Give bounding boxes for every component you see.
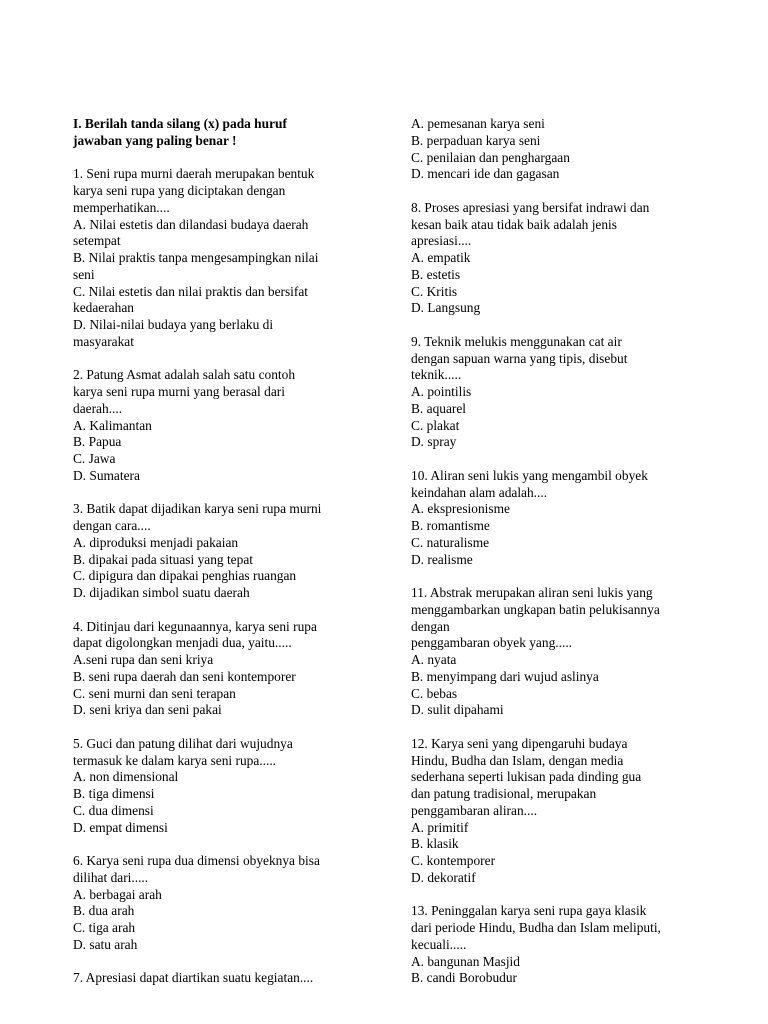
question-text: 1. Seni rupa murni daerah merupakan bentuk karya seni rupa yang diciptakan dengan memperhatikan.... (73, 166, 315, 215)
question-text: 2. Patung Asmat adalah salah satu contoh karya seni rupa murni yang berasal dari daerah.... (73, 367, 296, 416)
answer-option[interactable]: A. Nilai estetis dan dilandasi budaya daerah setempat (73, 216, 309, 249)
answer-option[interactable]: A. non dimensional (73, 769, 179, 785)
answer-option[interactable]: D. seni kriya dan seni pakai (73, 702, 222, 718)
answer-option[interactable]: B. Papua (73, 434, 122, 450)
question-item (73, 166, 373, 350)
answer-option[interactable]: A. berbagai arah (73, 886, 162, 902)
answer-option[interactable]: D. mencari ide dan gagasan (411, 166, 560, 182)
answer-option[interactable]: C. bebas (411, 685, 458, 701)
question-item (411, 585, 711, 719)
question-item (411, 903, 711, 987)
answer-option[interactable]: B. dua arah (73, 903, 135, 919)
question-item (411, 468, 711, 569)
answer-option[interactable]: C. dua dimensi (73, 802, 154, 818)
question-text: 10. Aliran seni lukis yang mengambil obyek keindahan alam adalah.... (411, 467, 648, 500)
answer-option[interactable]: C. Kritis (411, 283, 458, 299)
question-item (411, 116, 711, 183)
answer-option[interactable]: A. pemesanan karya seni (411, 116, 545, 131)
question-item (73, 853, 373, 954)
question-item (73, 736, 373, 837)
answer-option[interactable]: C. Jawa (73, 451, 116, 466)
answer-option[interactable]: B. tiga dimensi (73, 786, 155, 801)
answer-option[interactable]: A. pointilis (411, 384, 472, 399)
answer-option[interactable]: D. realisme (411, 551, 473, 567)
question-text: 9. Teknik melukis menggunakan cat air dengan sapuan warna yang tipis, disebut teknik..... (411, 333, 628, 383)
answer-option[interactable]: A.seni rupa dan seni kriya (73, 652, 214, 667)
question-text: 8. Proses apresiasi yang bersifat indrawi dan kesan baik atau tidak baik adalah jenis apresiasi.... (411, 199, 650, 249)
left-column (73, 116, 373, 1004)
answer-option[interactable]: D. spray (411, 434, 457, 450)
answer-option[interactable]: C. plakat (411, 417, 460, 433)
answer-option[interactable]: A. nyata (411, 652, 457, 667)
answer-option[interactable]: B. aquarel (411, 400, 467, 416)
answer-option[interactable]: A. bangunan Masjid (411, 953, 520, 969)
answer-option[interactable]: A. diproduksi menjadi pakaian (73, 534, 239, 550)
question-item (73, 970, 373, 987)
answer-option[interactable]: D. empat dimensi (73, 819, 168, 835)
instruction-heading: I. Berilah tanda silang (x) pada huruf jawaban yang paling benar ! (73, 116, 287, 148)
answer-option[interactable]: B. klasik (411, 836, 459, 852)
answer-option[interactable]: C. tiga arah (73, 920, 136, 935)
question-item (73, 367, 373, 484)
question-text: 3. Batik dapat dijadikan karya seni rupa murni dengan cara.... (73, 501, 322, 533)
answer-option[interactable]: C. penilaian dan penghargaan (411, 149, 570, 165)
answer-option[interactable]: D. satu arah (73, 936, 138, 952)
answer-option[interactable]: A. primitif (411, 819, 469, 835)
answer-option[interactable]: A. Kalimantan (73, 417, 152, 433)
question-item (411, 200, 711, 317)
answer-option[interactable]: B. candi Borobudur (411, 970, 517, 986)
answer-option[interactable]: B. dipakai pada situasi yang tepat (73, 551, 253, 567)
answer-option[interactable]: A. empatik (411, 250, 471, 265)
question-item (411, 736, 711, 887)
question-text: 11. Abstrak merupakan aliran seni lukis yang menggambarkan ungkapan batin pelukisannya dengan penggambaran obyek yang..... (411, 585, 660, 651)
answer-option[interactable]: D. Sumatera (73, 467, 140, 483)
answer-option[interactable]: C. naturalisme (411, 534, 490, 550)
answer-option[interactable]: C. dipigura dan dipakai penghias ruangan (73, 568, 297, 584)
right-column (411, 116, 711, 1004)
answer-option[interactable]: C. Nilai estetis dan nilai praktis dan bersifat kedaerahan (73, 283, 309, 316)
question-text: 12. Karya seni yang dipengaruhi budaya Hindu, Budha dan Islam, dengan media sederhana seperti lukisan pada dinding gua dan patung tradisional, merupakan penggambaran aliran.... (411, 735, 642, 818)
question-item (73, 619, 373, 720)
answer-option[interactable]: D. dijadikan simbol suatu daerah (73, 585, 250, 600)
answer-option[interactable]: D. Nilai-nilai budaya yang berlaku di masyarakat (73, 317, 274, 349)
answer-option[interactable]: B. romantisme (411, 518, 490, 533)
answer-option[interactable]: D. dekoratif (411, 869, 476, 885)
answer-option[interactable]: B. seni rupa daerah dan seni kontemporer (73, 668, 296, 684)
answer-option[interactable]: A. ekspresionisme (411, 501, 510, 517)
answer-option[interactable]: D. sulit dipahami (411, 702, 504, 718)
question-item (411, 334, 711, 451)
question-text: 4. Ditinjau dari kegunaannya, karya seni rupa dapat digolongkan menjadi dua, yaitu..... (73, 618, 317, 651)
answer-option[interactable]: D. Langsung (411, 300, 481, 316)
question-text: 13. Peninggalan karya seni rupa gaya klasik dari periode Hindu, Budha dan Islam meliputi, kecuali..... (411, 903, 661, 952)
answer-option[interactable]: B. Nilai praktis tanpa mengesampingkan nilai seni (73, 250, 319, 282)
question-text: 5. Guci dan patung dilihat dari wujudnya termasuk ke dalam karya seni rupa..... (73, 735, 293, 768)
answer-option[interactable]: B. perpaduan karya seni (411, 132, 541, 148)
question-text: 6. Karya seni rupa dua dimensi obyeknya bisa dilihat dari..... (73, 853, 320, 885)
answer-option[interactable]: B. estetis (411, 266, 461, 282)
question-text: 7. Apresiasi dapat diartikan suatu kegiatan.... (73, 970, 314, 986)
answer-option[interactable]: B. menyimpang dari wujud aslinya (411, 668, 599, 684)
question-item (73, 501, 373, 602)
answer-option[interactable]: C. kontemporer (411, 853, 496, 868)
answer-option[interactable]: C. seni murni dan seni terapan (73, 685, 236, 701)
